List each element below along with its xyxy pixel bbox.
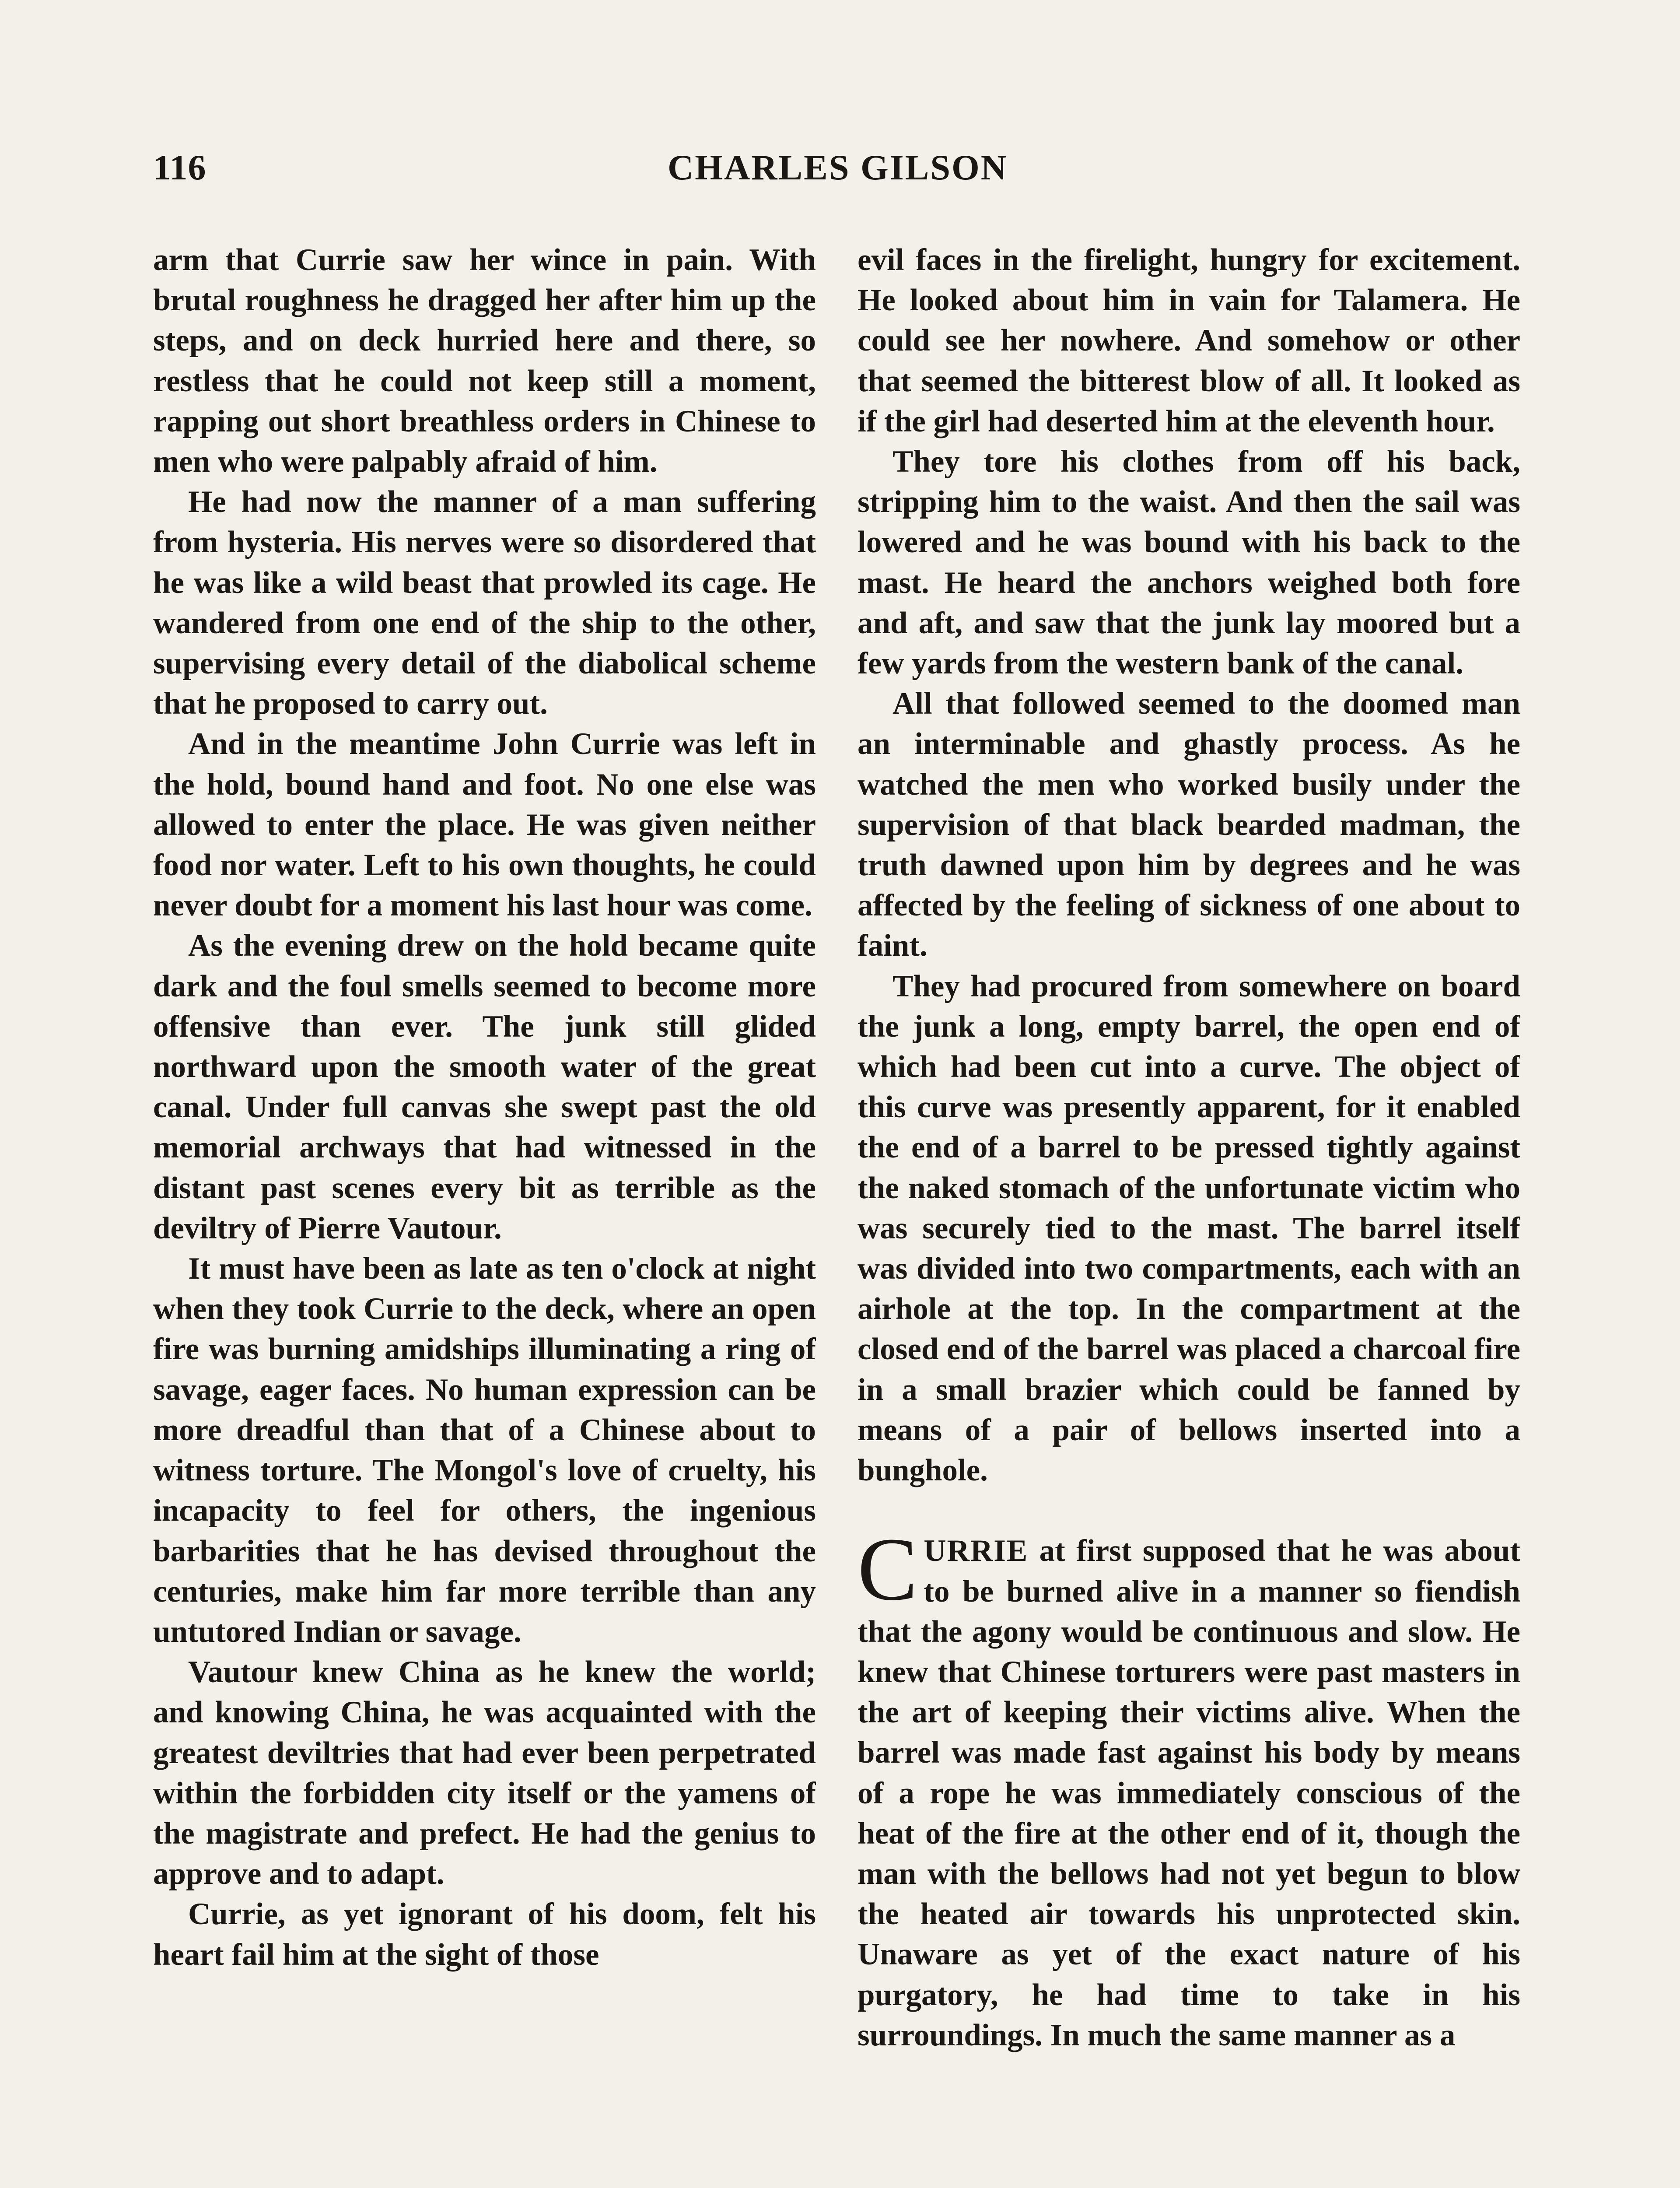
paragraph: Vautour knew China as he knew the world; and knowing China, he was acquainted with the greatest deviltries that had ever been perpetrated within the forbidden city itself or the yamens of the magistrate and prefect. He had the genius to approve and to adapt. [153,1655,816,1891]
paragraph: And in the meantime John Currie was left in the hold, bound hand and foot. No one else was allowed to enter the place. He was given neither food nor water. Left to his own thoughts, he could never doubt for a moment his last hour was come. [153,727,816,923]
paragraph: Currie, as yet ignorant of his doom, felt his heart fail him at the sight of those [153,1897,816,1972]
paragraph: arm that Currie saw her wince in pain. With brutal roughness he dragged her after him up the steps, and on deck hurried here and there, so restless that he could not keep still a moment, rapping out short breathless orders in Chinese to men who were palpably afraid of him. [153,243,816,479]
section-text: at first supposed that he was about to be burned alive in a manner so fiendish that the agony would be continuous and slow. He knew that Chinese torturers were past masters in the art of keeping their victims alive. When the barrel was made fast against his body by means of a rope he was immediately conscious of the heat of the fire at the other end of it, though the man with the bellows had not yet begun to blow the heated air towards his unprotected skin. Unaware as yet of the exact nature of his purgatory, he had time to take in his surroundings. In much the same manner as a [858,1534,1520,2052]
left-column [153,240,816,2188]
drop-cap: C [858,1519,918,1620]
running-head: CHARLES GILSON [668,147,1008,187]
paragraph: They had procured from somewhere on board the junk a long, empty barrel, the open end of which had been cut into a curve. The object of this curve was presently apparent, for it enabled the end of a barrel to be pressed tightly against the naked stomach of the unfortunate victim who was securely tied to the mast. The barrel itself was divided into two compartments, each with an airhole at the top. In the compartment at the closed end of the barrel was placed a charcoal fire in a small brazier which could be fanned by means of a pair of bellows inserted into a bunghole. [858,969,1520,1488]
paragraph: He had now the manner of a man suffering from hysteria. His nerves were so disordered that he was like a wild beast that prowled its cage. He wandered from one end of the ship to the other, supervising every detail of the diabolical scheme that he proposed to carry out. [153,485,816,721]
paragraph: As the evening drew on the hold became quite dark and the foul smells seemed to become more offensive than ever. The junk still glided northward upon the smooth water of the great canal. Under full canvas she swept past the old memorial archways that had witnessed in the distant past scenes every bit as terrible as the deviltry of Pierre Vautour. [153,929,816,1245]
paragraph: It must have been as late as ten o'clock at night when they took Currie to the deck, where an open fire was burning amidships illuminating a ring of savage, eager faces. No human expression can be more dreadful than that of a Chinese about to witness torture. The Mongol's love of cruelty, his incapacity to feel for others, the ingenious barbarities that he has devised throughout the centuries, make him far more terrible than any untutored Indian or savage. [153,1252,816,1649]
page-header [153,147,1522,204]
lead-word: URRIE [924,1534,1029,1568]
page-number: 116 [153,147,206,187]
paragraph: All that followed seemed to the doomed man an interminable and ghastly process. As he watched the men who worked busily under the supervision of that black bearded madman, the truth dawned upon him by degrees and he was affected by the feeling of sickness of one about to faint. [858,687,1520,963]
section-opening-paragraph [858,1519,1520,2055]
paragraph: They tore his clothes from off his back, stripping him to the waist. And then the sail was lowered and he was bound with his back to the mast. He heard the anchors weighed both fore and aft, and saw that the junk lay moored but a few yards from the western bank of the canal. [858,445,1520,681]
paragraph: evil faces in the firelight, hungry for excitement. He looked about him in vain for Talamera. He could see her nowhere. And somehow or other that seemed the bitterest blow of all. It looked as if the girl had deserted him at the eleventh hour. [858,243,1520,438]
right-column [858,240,1520,2188]
